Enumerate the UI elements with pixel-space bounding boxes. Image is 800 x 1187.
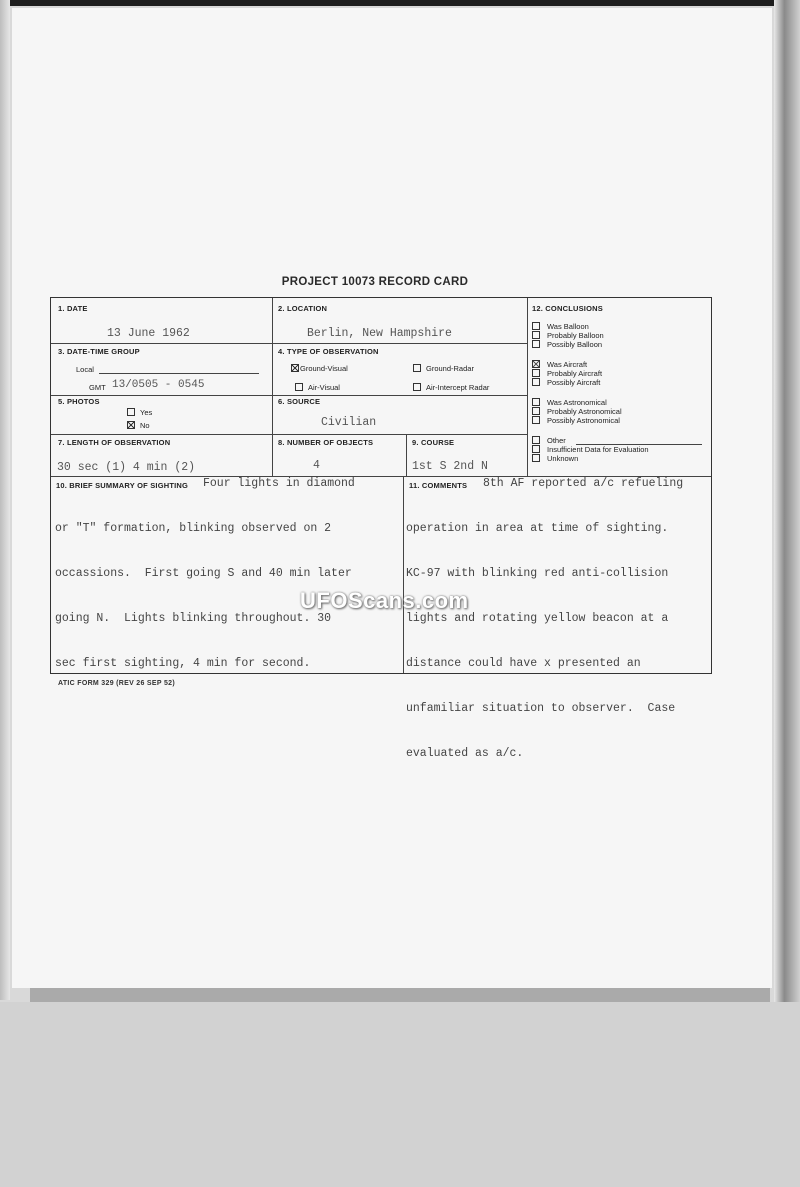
comments-cell: [404, 477, 711, 760]
checkbox-icon: [413, 383, 421, 391]
conclusion-unknown: [532, 454, 578, 464]
checkbox-icon: [532, 407, 540, 415]
conclusion-possibly-aircraft: [532, 378, 600, 388]
date-value: 13 June 1962: [107, 327, 190, 340]
gmt-value: 13/0505 - 0545: [112, 379, 205, 391]
checkbox-icon: [532, 340, 540, 348]
course-value: 1st S 2nd N: [412, 460, 488, 473]
comments-line: lights and rotating yellow beacon at a: [406, 612, 669, 625]
checkbox-icon: [532, 436, 540, 444]
checkbox-checked-icon: [532, 360, 540, 368]
comments-line: evaluated as a/c.: [406, 747, 524, 760]
checkbox-icon: [532, 454, 540, 462]
watermark: UFOScans.com: [300, 588, 469, 613]
source-value: Civilian: [321, 416, 377, 429]
conclusion-other-label: Other: [547, 436, 566, 445]
comments-first-line: 8th AF reported a/c refueling: [483, 477, 684, 490]
checkbox-icon: [532, 369, 540, 377]
conclusion-possibly-astronomical: [532, 416, 620, 426]
form-number: ATIC FORM 329 (REV 26 SEP 52): [58, 680, 175, 687]
conclusion-was-astronomical-label: Was Astronomical: [547, 398, 607, 407]
checkbox-icon: [295, 383, 303, 391]
option-photos-no: [127, 421, 150, 430]
conclusion-probably-balloon-label: Probably Balloon: [547, 331, 604, 340]
comments-line: unfamiliar situation to observer. Case: [406, 702, 676, 715]
date-time-group-cell: [51, 344, 273, 396]
option-air-intercept-radar-label: Air-Intercept Radar: [426, 383, 490, 392]
scan-left-edge: [0, 0, 10, 1000]
location-cell: [273, 298, 528, 344]
location-value: Berlin, New Hampshire: [307, 327, 452, 340]
checkbox-icon: [532, 445, 540, 453]
summary-line: or "T" formation, blinking observed on 2: [55, 522, 332, 535]
comments-label: 11. COMMENTS: [409, 481, 468, 490]
conclusion-possibly-balloon: [532, 340, 602, 350]
type-of-observation-cell: [273, 344, 528, 396]
conclusions-label: 12. CONCLUSIONS: [532, 304, 603, 313]
checkbox-checked-icon: [127, 421, 135, 429]
length-of-observation-label: 7. LENGTH OF OBSERVATION: [58, 438, 171, 447]
summary-label: 10. BRIEF SUMMARY OF SIGHTING: [56, 481, 189, 490]
conclusion-possibly-balloon-label: Possibly Balloon: [547, 340, 603, 349]
photos-cell: [51, 396, 273, 435]
conclusion-unknown-label: Unknown: [547, 454, 579, 463]
conclusions-cell: [528, 298, 711, 477]
option-ground-radar: [413, 364, 474, 373]
comments-line: operation in area at time of sighting.: [406, 522, 669, 535]
local-underline: [99, 373, 259, 374]
option-air-intercept-radar: [413, 383, 489, 392]
conclusion-probably-astronomical-label: Probably Astronomical: [547, 407, 622, 416]
checkbox-icon: [532, 378, 540, 386]
option-ground-visual: [291, 364, 348, 373]
scanner-bed: [0, 1002, 800, 1187]
comments-line: KC-97 with blinking red anti-collision: [406, 567, 669, 580]
sheet-bottom-shadow: [30, 988, 770, 1002]
location-label: 2. LOCATION: [278, 304, 328, 313]
comments-body: [406, 491, 675, 791]
option-photos-no-label: No: [140, 421, 150, 430]
checkbox-icon: [532, 331, 540, 339]
checkbox-icon: [413, 364, 421, 372]
local-label: Local: [76, 365, 94, 374]
summary-line: going N. Lights blinking throughout. 30: [55, 612, 332, 625]
conclusion-was-aircraft-label: Was Aircraft: [547, 360, 588, 369]
checkbox-checked-icon: [291, 364, 299, 372]
date-label: 1. DATE: [58, 304, 88, 313]
number-of-objects-value: 4: [313, 459, 320, 472]
checkbox-icon: [532, 322, 540, 330]
summary-line: occassions. First going S and 40 min later: [55, 567, 352, 580]
gmt-label: GMT: [89, 383, 106, 392]
checkbox-icon: [532, 416, 540, 424]
course-label: 9. COURSE: [412, 438, 455, 447]
option-photos-yes-label: Yes: [140, 408, 153, 417]
summary-cell: [51, 477, 404, 673]
checkbox-icon: [532, 398, 540, 406]
date-cell: [51, 298, 273, 344]
length-of-observation-value: 30 sec (1) 4 min (2): [57, 461, 196, 474]
card-title: PROJECT 10073 RECORD CARD: [281, 276, 469, 288]
date-time-group-label: 3. DATE-TIME GROUP: [58, 347, 140, 356]
photos-label: 5. PHOTOS: [58, 397, 100, 406]
summary-line: sec first sighting, 4 min for second.: [55, 657, 311, 670]
type-of-observation-label: 4. TYPE OF OBSERVATION: [278, 347, 379, 356]
conclusion-possibly-aircraft-label: Possibly Aircraft: [547, 378, 601, 387]
scan-top-edge: [0, 0, 800, 6]
number-of-objects-label: 8. NUMBER OF OBJECTS: [278, 438, 374, 447]
option-air-visual-label: Air-Visual: [308, 383, 340, 392]
source-cell: [273, 396, 528, 435]
option-photos-yes: [127, 408, 152, 417]
comments-line: distance could have x presented an: [406, 657, 641, 670]
conclusion-probably-aircraft-label: Probably Aircraft: [547, 369, 603, 378]
conclusion-possibly-astronomical-label: Possibly Astronomical: [547, 416, 620, 425]
conclusion-insufficient-data-label: Insufficient Data for Evaluation: [547, 445, 649, 454]
option-ground-visual-label: Ground-Visual: [300, 364, 348, 373]
number-of-objects-cell: [273, 435, 407, 477]
checkbox-icon: [127, 408, 135, 416]
conclusion-was-balloon-label: Was Balloon: [547, 322, 589, 331]
option-air-visual: [295, 383, 340, 392]
length-of-observation-cell: [51, 435, 273, 477]
summary-first-line: Four lights in diamond: [203, 477, 355, 490]
source-label: 6. SOURCE: [278, 397, 321, 406]
option-ground-radar-label: Ground-Radar: [426, 364, 474, 373]
course-cell: [407, 435, 528, 477]
